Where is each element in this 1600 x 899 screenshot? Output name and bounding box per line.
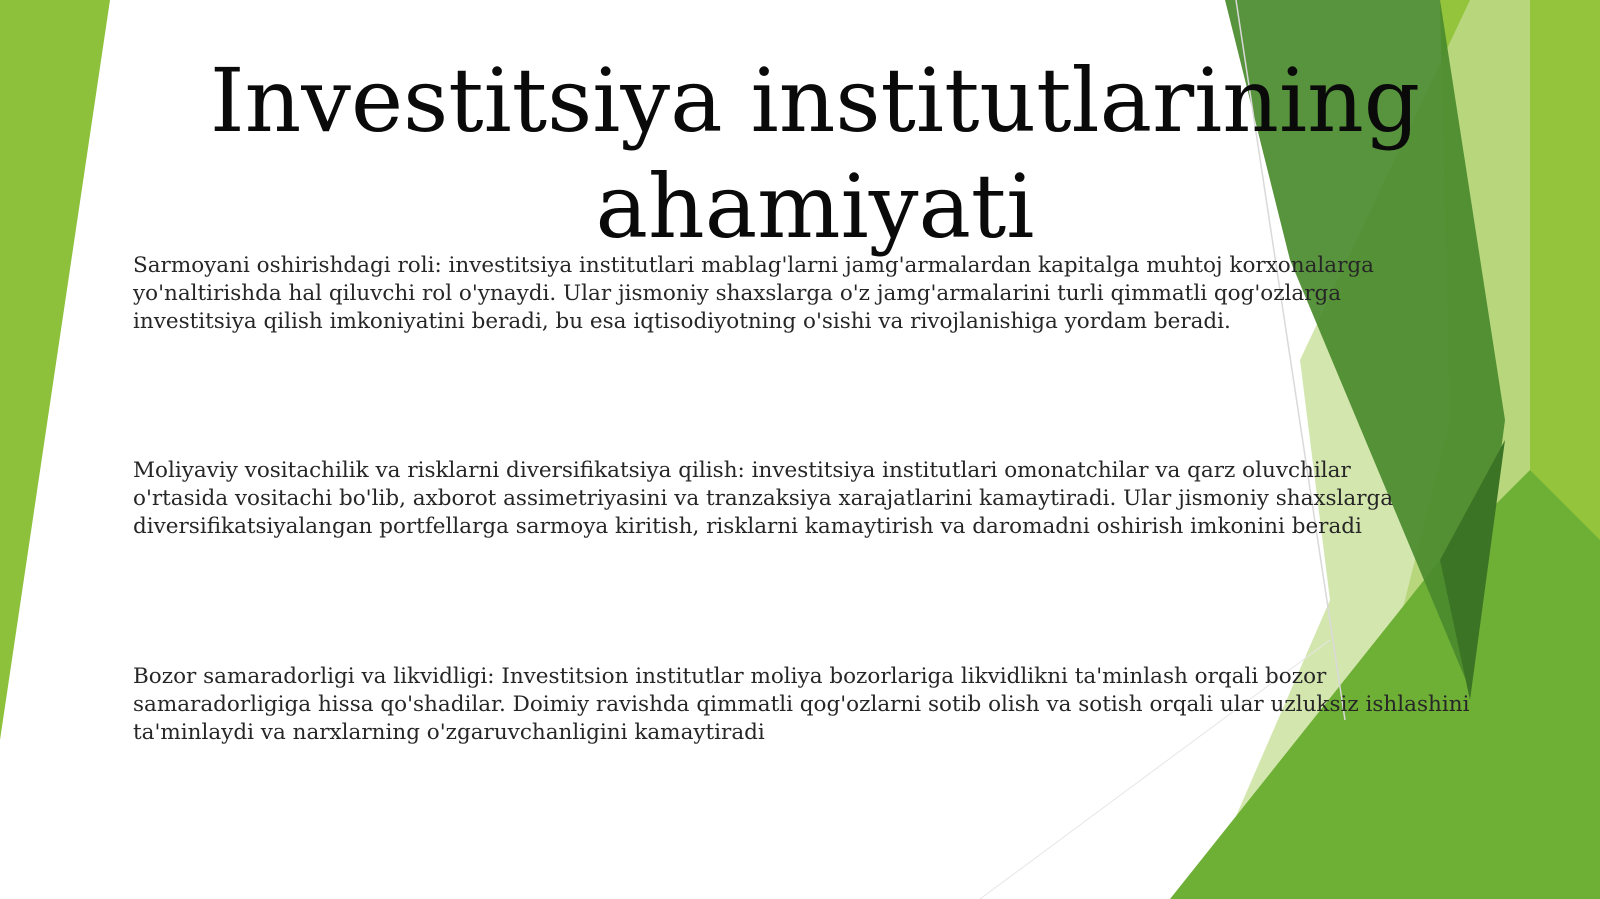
left-green-stripe xyxy=(0,0,110,740)
title-line-1: Investitsiya institutlarining xyxy=(209,49,1421,152)
paragraph-line: ta'minlaydi va narxlarning o'zgaruvchanligini kamaytiradi xyxy=(133,720,765,745)
paragraph-line: investitsiya qilish imkoniyatini beradi, bu esa iqtisodiyotning o'sishi va rivojlanishiga yordam beradi. xyxy=(133,309,1231,334)
paragraph-investment-role xyxy=(133,252,1423,336)
paragraph-line: Moliyaviy vositachilik va risklarni diversifikatsiya qilish: investitsiya institutlari omonatchilar va qarz oluvchilar xyxy=(133,458,1351,483)
slide-title xyxy=(120,48,1510,260)
paragraph-market-efficiency xyxy=(133,663,1518,747)
paragraph-financial-intermediation xyxy=(133,457,1433,541)
paragraph-line: o'rtasida vositachi bo'lib, axborot assimetriyasini va tranzaksiya xarajatlarini kamaytiradi. Ular jismoniy shaxslarga xyxy=(133,486,1394,511)
title-line-2: ahamiyati xyxy=(595,155,1035,258)
paragraph-line: yo'naltirishda hal qiluvchi rol o'ynaydi. Ular jismoniy shaxslarga o'z jamg'armalarini turli qimmatli qog'ozlarga xyxy=(133,281,1342,306)
paragraph-line: Bozor samaradorligi va likvidligi: Investitsion institutlar moliya bozorlariga likvidlikni ta'minlash orqali bozor xyxy=(133,664,1327,689)
paragraph-line: Sarmoyani oshirishdagi roli: investitsiya institutlari mablag'larni jamg'armalardan kapitalga muhtoj korxonalarga xyxy=(133,253,1374,278)
paragraph-line: samaradorligiga hissa qo'shadilar. Doimiy ravishda qimmatli qog'ozlarni sotib olish va sotish orqali ular uzluksiz ishlashini xyxy=(133,692,1470,717)
paragraph-line: diversifikatsiyalangan portfellarga sarmoya kiritish, risklarni kamaytirish va daromadni oshirish imkonini beradi xyxy=(133,514,1362,539)
